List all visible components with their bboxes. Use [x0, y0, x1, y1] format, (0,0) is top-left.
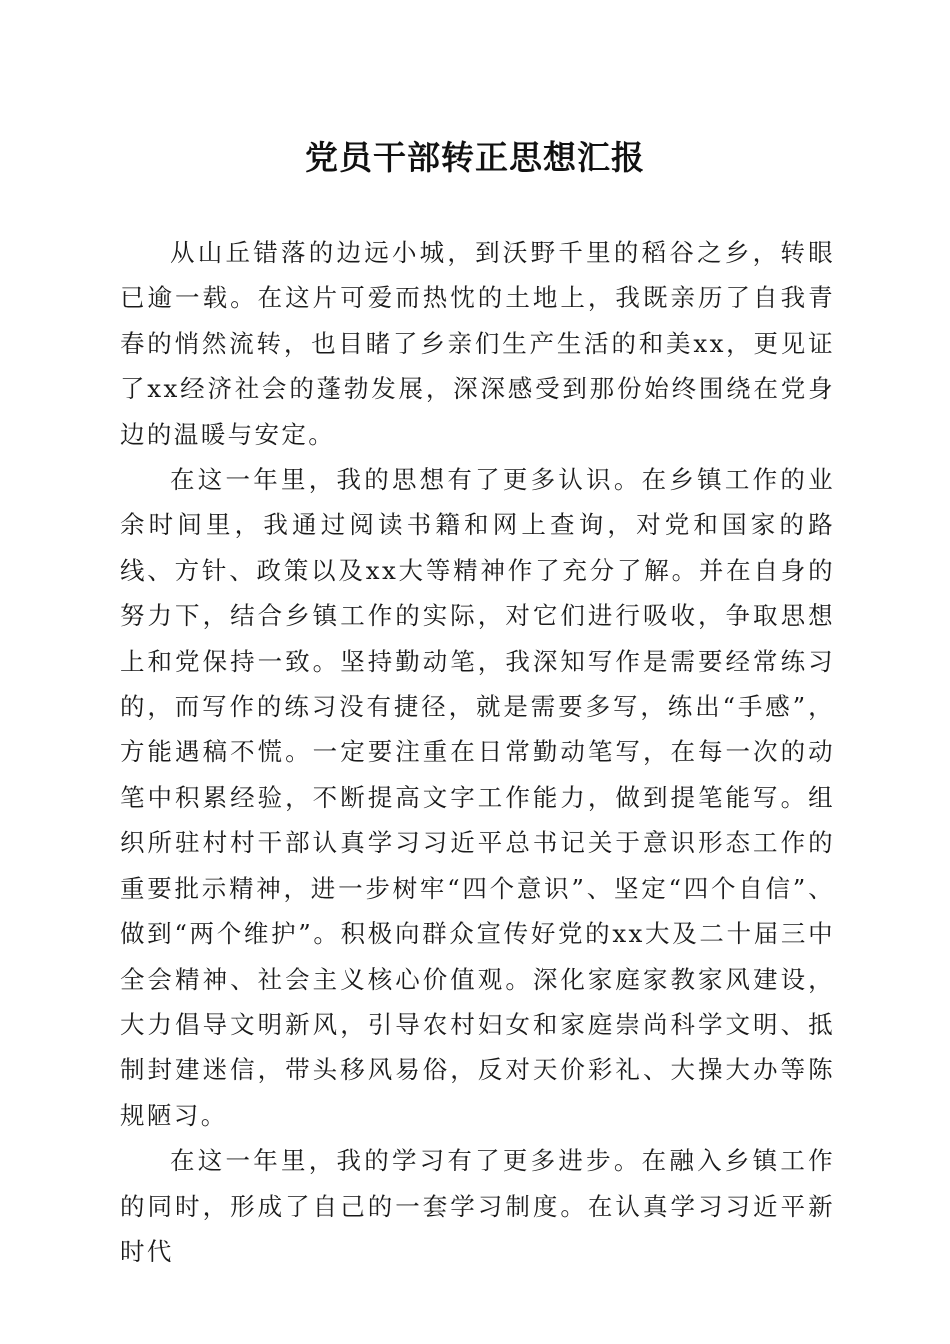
- document-title: 党员干部转正思想汇报: [305, 138, 645, 177]
- paragraph-1: 从山丘错落的边远小城，到沃野千里的稻谷之乡，转眼已逾一载。在这片可爱而热忱的土地上，我既亲历了自我青春的悄然流转，也目睹了乡亲们生产生活的和美xx，更见证了xx经济社会的蓬勃发展，深深感受到那份始终围绕在党身边的温暖与安定。: [120, 238, 835, 449]
- paragraph-3: 在这一年里，我的学习有了更多进步。在融入乡镇工作的同时，形成了自己的一套学习制度。在认真学习习近平新时代: [120, 1146, 835, 1266]
- paragraph-2: 在这一年里，我的思想有了更多认识。在乡镇工作的业余时间里，我通过阅读书籍和网上查询，对党和国家的路线、方针、政策以及xx大等精神作了充分了解。并在自身的努力下，结合乡镇工作的实际，对它们进行吸收，争取思想上和党保持一致。坚持勤动笔，我深知写作是需要经常练习的，而写作的练习没有捷径，就是需要多写，练出“手感”，方能遇稿不慌。一定要注重在日常勤动笔写，在每一次的动笔中积累经验，不断提高文字工作能力，做到提笔能写。组织所驻村村干部认真学习习近平总书记关于意识形态工作的重要批示精神，进一步树牢“四个意识”、坚定“四个自信”、做到“两个维护”。积极向群众宣传好党的xx大及二十届三中全会精神、社会主义核心价值观。深化家庭家教家风建设，大力倡导文明新风，引导农村妇女和家庭崇尚科学文明、抵制封建迷信，带头移风易俗，反对天价彩礼、大操大办等陈规陋习。: [120, 465, 835, 1130]
- document-body: [120, 230, 835, 1274]
